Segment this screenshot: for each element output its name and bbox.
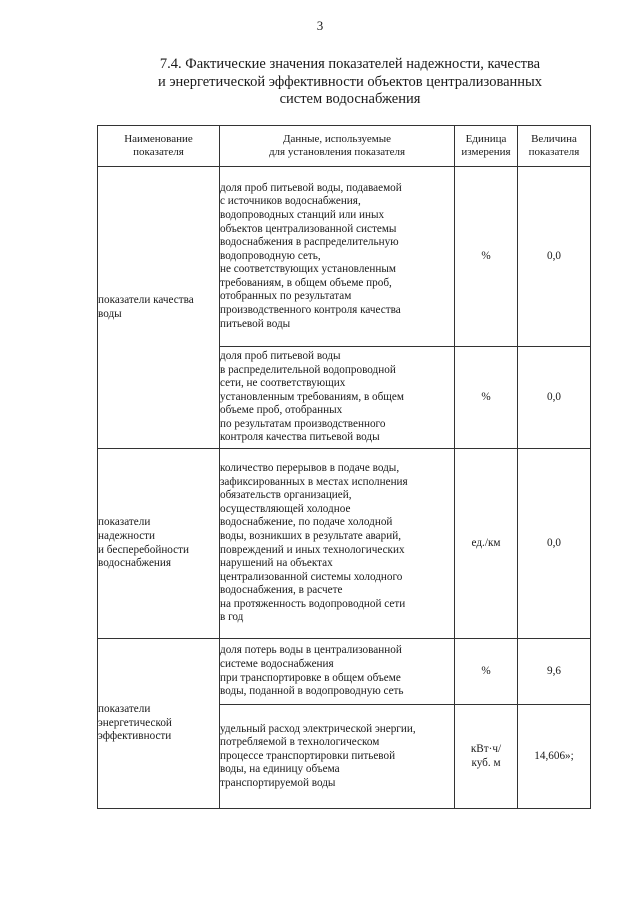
group-name-energy-efficiency: показатели энергетической эффективности: [98, 639, 220, 809]
table-row: [98, 639, 591, 705]
row-description: количество перерывов в подаче воды, зафиксированных в местах исполнения обязательств организацией, осуществляющей холодное водоснабжение, по подаче холодной воды, возникших в результате аварий, повреждений и иных технологических нарушений на объектах централизованной системы холодного водоснабжения, в расчете на протяженность водопроводной сети в год: [220, 449, 455, 639]
row-unit: ед./км: [455, 449, 518, 639]
table-row: [98, 449, 591, 639]
indicators-table: [97, 125, 591, 809]
row-unit: %: [455, 639, 518, 705]
row-value: 0,0: [518, 449, 591, 639]
row-value: 0,0: [518, 167, 591, 347]
row-description: доля проб питьевой воды в распределительной водопроводной сети, не соответствующих установленным требованиям, в общем объеме проб, отобранных по результатам производственного контроля качества питьевой воды: [220, 347, 455, 449]
row-value: 0,0: [518, 347, 591, 449]
page-number: 3: [316, 18, 324, 33]
heading-line: 7.4. Фактические значения показателей надежности, качества: [159, 56, 541, 72]
table-header-row: [98, 126, 591, 167]
group-name-reliability: показатели надежности и бесперебойности водоснабжения: [98, 449, 220, 639]
header-indicator-name: Наименование показателя: [98, 126, 220, 167]
table-row: [98, 167, 591, 347]
row-description: удельный расход электрической энергии, потребляемой в технологическом процессе транспортировки питьевой воды, на единицу объема транспортируемой воды: [220, 705, 455, 809]
header-unit: Единица измерения: [455, 126, 518, 167]
row-value: 9,6: [518, 639, 591, 705]
heading-line: и энергетической эффективности объектов централизованных: [157, 73, 543, 90]
heading-line: систем водоснабжения: [279, 91, 421, 107]
row-value: 14,606»;: [518, 705, 591, 809]
header-source-data: Данные, используемые для установления показателя: [220, 126, 455, 167]
row-description: доля проб питьевой воды, подаваемой с источников водоснабжения, водопроводных станций или иных объектов централизованной системы водоснабжения в распределительную водопроводную сеть, не соответствующих установленным требованиям, в общем объеме проб, отобранных по результатам производственного контроля качества питьевой воды: [220, 167, 455, 347]
row-description: доля потерь воды в централизованной системе водоснабжения при транспортировке в общем объеме воды, поданной в водопроводную сеть: [220, 639, 455, 705]
group-name-water-quality: показатели качества воды: [98, 167, 220, 449]
row-unit: %: [455, 347, 518, 449]
section-heading: [120, 56, 580, 109]
header-value: Величина показателя: [518, 126, 591, 167]
row-unit: %: [455, 167, 518, 347]
row-unit: кВт·ч/ куб. м: [455, 705, 518, 809]
